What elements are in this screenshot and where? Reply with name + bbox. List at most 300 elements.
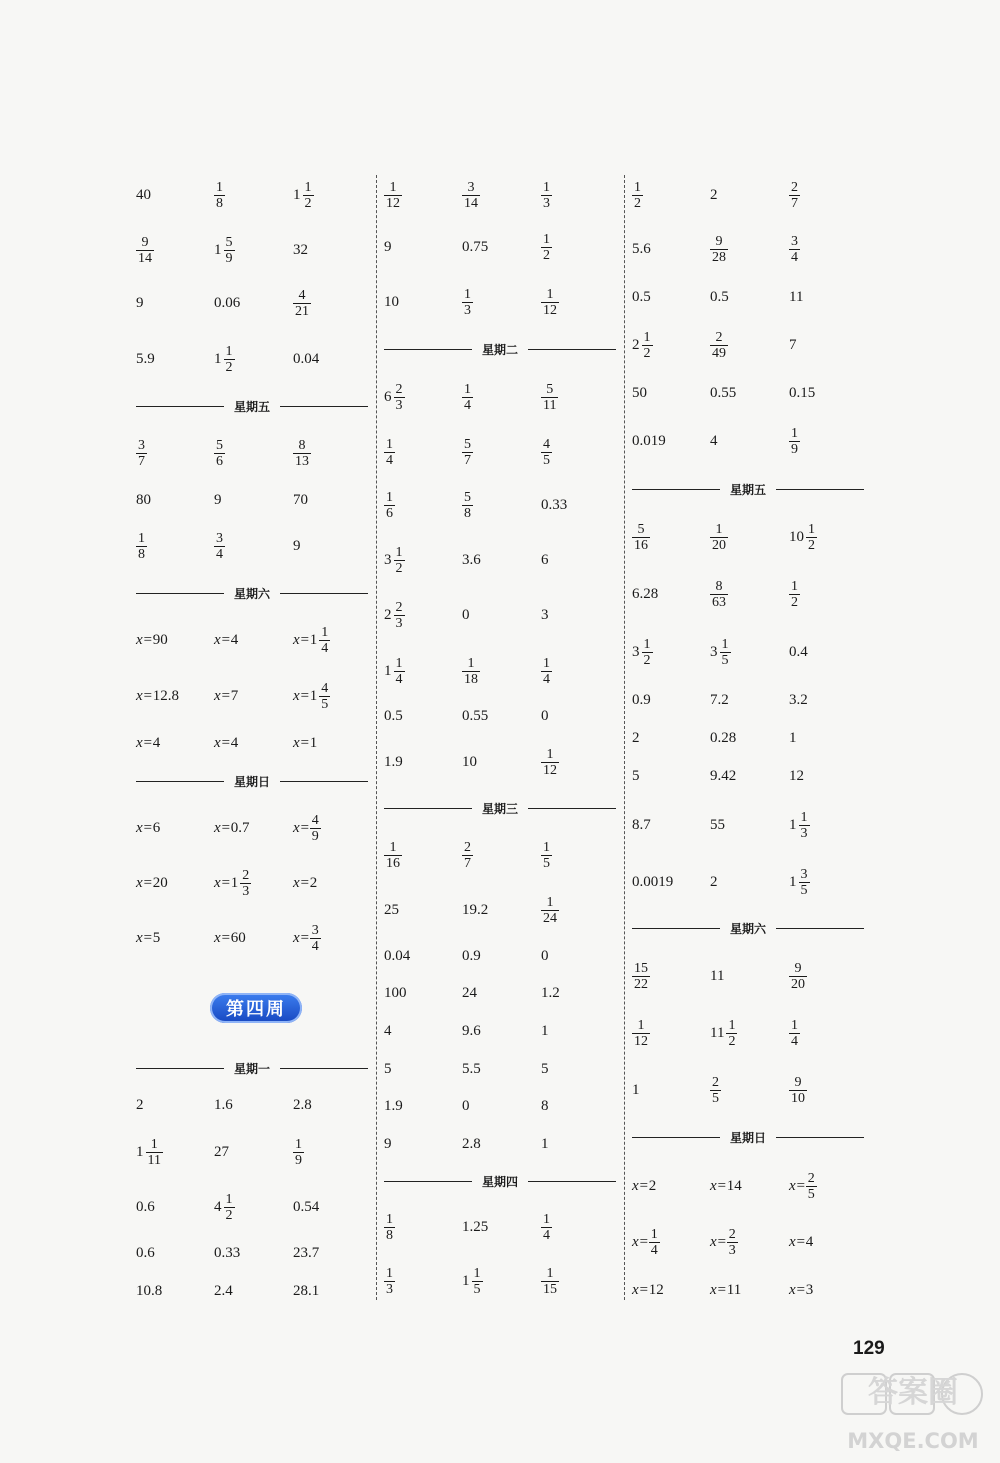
answer-cell [710,718,736,758]
answer-row [632,1222,864,1262]
fraction [726,1018,737,1049]
numerator: 1 [464,286,471,302]
fraction [710,522,728,553]
value-text: 0.28 [710,729,737,746]
answer-cell [384,1207,395,1247]
value-text: 1 [541,1022,549,1039]
numerator: 3 [791,233,798,249]
numerator: 8 [298,437,306,453]
answer-cell [632,718,640,758]
answer-cell [384,1011,392,1051]
fraction [462,180,480,211]
denominator: 4 [464,397,471,413]
whole-number: 1 [309,687,318,704]
answer-row [136,480,368,520]
answer-cell [541,595,549,635]
day-header [632,1127,864,1147]
numerator: 3 [138,437,145,453]
fraction [720,637,731,668]
answer-cell [789,1222,813,1262]
whole-number: 3 [632,643,640,660]
denominator: 4 [216,546,223,562]
variable-prefix: x= [136,929,153,946]
denominator: 2 [225,359,233,375]
answer-row [384,890,616,930]
watermark-logo [838,1370,988,1458]
answer-cell [710,756,736,796]
denominator: 9 [295,1152,302,1168]
numerator: 5 [464,436,471,452]
denominator: 4 [311,938,319,954]
answer-cell [384,973,407,1013]
denominator: 5 [712,1090,719,1106]
answer-cell [214,1271,233,1311]
variable-prefix: x= [789,1233,806,1250]
denominator: 14 [138,250,152,266]
answer-row [632,718,864,758]
watermark-site-text: MXQE.COM [847,1429,979,1453]
column-divider-1 [376,175,377,1300]
answer-row [384,282,616,322]
answer-row [632,277,864,317]
answer-row [136,808,368,848]
answer-cell [384,377,405,417]
day-header [136,1058,368,1078]
value-text: 0.33 [214,1244,241,1261]
fraction [462,490,473,521]
whole-number: 11 [710,1024,725,1041]
value-text: 14 [726,1177,742,1194]
numerator: 9 [794,1074,802,1090]
numerator: 1 [304,179,312,195]
value-text: 23.7 [293,1244,320,1261]
denominator: 20 [791,976,805,992]
fraction [146,1137,163,1168]
variable-prefix: x= [136,687,153,704]
variable-prefix: x= [293,929,310,946]
answer-cell [384,1124,392,1164]
fraction [789,579,800,610]
denominator: 6 [386,505,393,521]
answer-cell [710,574,728,614]
answer-cell [789,718,797,758]
day-label: 星期六 [234,586,271,601]
answer-row [136,339,368,379]
header-rule [776,928,864,929]
fraction [394,382,405,413]
header-rule [280,406,368,407]
answer-row [384,651,616,691]
answer-row [136,1132,368,1172]
numerator: 1 [543,655,550,671]
denominator: 12 [634,1033,648,1049]
answer-cell [632,1013,650,1053]
fraction [319,681,330,712]
numerator: 1 [546,746,554,762]
numerator: 1 [138,530,145,546]
answer-cell [136,620,168,660]
value-text: 9.6 [462,1022,481,1039]
answer-cell [136,676,179,716]
answer-row [136,175,368,215]
answer-cell [293,1085,312,1125]
answer-cell [789,1166,817,1206]
denominator: 5 [800,882,808,898]
denominator: 8 [216,195,223,211]
numerator: 1 [721,636,729,652]
answer-cell [384,1261,395,1301]
denominator: 8 [386,1227,393,1243]
denominator: 16 [634,537,648,553]
answer-cell [789,862,810,902]
value-text: 80 [136,491,151,508]
answer-cell [462,432,473,472]
answer-cell [293,620,330,660]
answer-cell [293,283,311,323]
week-badge: 第四周 [210,993,302,1023]
denominator: 5 [543,452,550,468]
fraction [293,288,311,319]
value-text: 32 [293,241,308,258]
column-divider-2 [624,175,625,1300]
answer-cell [214,676,238,716]
answer-cell [462,1261,483,1301]
answer-row [136,918,368,958]
value-text: 60 [230,929,246,946]
answer-cell [293,433,311,473]
answer-row [632,862,864,902]
denominator: 4 [791,249,798,265]
answer-cell [632,1166,656,1206]
answer-cell [462,377,473,417]
answer-row [136,620,368,660]
answer-cell [462,973,477,1013]
header-rule [384,1181,472,1182]
fraction [789,961,807,992]
value-text: 5.5 [462,1060,481,1077]
answer-cell [541,282,559,322]
fraction [240,868,251,899]
answer-cell [710,956,724,996]
answer-cell [541,1011,549,1051]
answer-row [384,936,616,976]
value-text: 0.6 [136,1244,155,1261]
value-text: 0 [541,707,549,724]
value-text: 1.25 [462,1218,489,1235]
answer-row [136,1085,368,1125]
answer-cell [384,175,402,215]
answer-cell [462,936,481,976]
value-text: 2 [309,874,318,891]
fraction [541,895,559,926]
answer-row [384,1207,616,1247]
numerator: 15 [634,960,648,976]
answer-cell [710,805,725,845]
value-text: 12.8 [152,687,180,704]
variable-prefix: x= [789,1177,806,1194]
numerator: 1 [386,436,393,452]
whole-number: 1 [293,186,301,203]
answer-row [136,283,368,323]
numerator: 1 [808,521,815,537]
answer-cell [462,540,481,580]
answer-cell [293,863,317,903]
denominator: 28 [712,249,726,265]
answer-cell [462,890,488,930]
fraction [541,747,559,778]
fraction [799,867,810,898]
answer-cell [293,480,308,520]
denominator: 7 [138,453,145,469]
value-text: 8.7 [632,816,651,833]
variable-prefix: x= [632,1177,649,1194]
numerator: 1 [389,839,397,855]
answer-cell [632,229,651,269]
value-text: 1.9 [384,753,403,770]
answer-cell [214,1132,229,1172]
answer-row [632,1013,864,1053]
header-rule [528,349,616,350]
denominator: 12 [543,302,557,318]
answer-row [384,835,616,875]
answer-cell [789,632,808,672]
fraction [136,438,147,469]
whole-number: 2 [384,606,392,623]
header-rule [136,406,224,407]
page-number: 129 [853,1338,885,1359]
numerator: 2 [712,1074,719,1090]
fraction [224,344,235,375]
day-label: 星期日 [234,774,271,789]
denominator: 3 [395,397,403,413]
variable-prefix: x= [214,687,231,704]
denominator: 3 [242,883,250,899]
variable-prefix: x= [710,1233,727,1250]
answer-row [632,373,864,413]
value-text: 7 [230,687,239,704]
numerator: 2 [395,381,403,397]
denominator: 9 [311,828,319,844]
numerator: 4 [298,287,306,303]
value-text: 0.04 [293,350,320,367]
answer-row [136,863,368,903]
variable-prefix: x= [710,1177,727,1194]
fraction [649,1227,660,1258]
numerator: 1 [216,179,223,195]
answer-cell [710,680,729,720]
answer-cell [710,632,731,672]
value-text: 9.42 [710,767,737,784]
value-text: 5 [541,1060,549,1077]
answer-cell [789,373,815,413]
answer-cell [384,282,399,322]
header-rule [136,1068,224,1069]
variable-prefix: x= [293,819,310,836]
answer-cell [462,742,477,782]
denominator: 4 [543,1227,550,1243]
answer-cell [710,325,728,365]
numerator: 1 [543,839,550,855]
value-text: 11 [789,288,804,305]
denominator: 11 [543,397,557,413]
answer-cell [136,230,154,270]
numerator: 1 [643,636,651,652]
header-rule [280,781,368,782]
answer-cell [632,632,653,672]
answer-row [632,175,864,215]
answer-cell [384,742,403,782]
answer-row [632,756,864,796]
numerator: 1 [791,578,798,594]
value-text: 8 [541,1097,549,1114]
fraction [310,813,321,844]
answer-cell [384,432,395,472]
value-text: 40 [136,186,151,203]
variable-prefix: x= [214,819,231,836]
header-rule [632,928,720,929]
answer-cell [214,283,240,323]
answer-cell [632,277,651,317]
value-text: 27 [214,1143,229,1160]
value-text: 6 [152,819,161,836]
denominator: 7 [464,855,471,871]
answer-cell [136,175,151,215]
answer-row [384,540,616,580]
header-rule [776,489,864,490]
value-text: 55 [710,816,725,833]
answer-cell [462,835,473,875]
value-text: 5.6 [632,240,651,257]
denominator: 2 [808,537,815,553]
value-text: 6.28 [632,585,659,602]
numerator: 9 [141,234,149,250]
whole-number: 3 [710,643,718,660]
header-rule [632,489,720,490]
value-text: 3 [805,1281,814,1298]
answer-cell [214,918,246,958]
fraction [710,1075,721,1106]
denominator: 2 [395,560,403,576]
denominator: 2 [791,594,798,610]
denominator: 4 [321,640,329,656]
fraction [293,1137,304,1168]
denominator: 13 [295,453,309,469]
value-text: 0 [541,947,549,964]
answer-cell [136,526,147,566]
fraction [394,600,405,631]
variable-prefix: x= [136,631,153,648]
numerator: 1 [464,381,471,397]
day-label: 星期五 [234,399,271,414]
denominator: 9 [791,441,798,457]
answer-cell [710,1166,742,1206]
denominator: 9 [225,250,233,266]
value-text: 4 [805,1233,814,1250]
numerator: 2 [791,179,798,195]
denominator: 5 [321,696,329,712]
answer-cell [384,651,405,691]
answer-cell [214,1187,235,1227]
fraction [727,1227,738,1258]
numerator: 1 [395,655,403,671]
denominator: 4 [650,1242,658,1258]
answer-cell [632,517,650,557]
answer-cell [632,1270,664,1310]
answer-cell [710,1013,737,1053]
fraction [789,1075,807,1106]
value-text: 70 [293,491,308,508]
numerator: 1 [386,1211,393,1227]
whole-number: 1 [789,816,797,833]
value-text: 0.5 [384,707,403,724]
fraction [632,961,650,992]
variable-prefix: x= [136,734,153,751]
value-text: 5 [152,929,161,946]
answer-cell [136,863,168,903]
value-text: 6 [541,551,549,568]
header-rule [280,1068,368,1069]
numerator: 1 [321,624,329,640]
answer-cell [214,863,251,903]
value-text: 2 [710,186,718,203]
answer-cell [462,175,480,215]
answer-cell [214,723,238,763]
fraction [224,1192,235,1223]
numerator: 2 [464,839,471,855]
answer-cell [214,1085,233,1125]
fraction [384,180,402,211]
watermark-logo-text: 答案圈 [868,1375,958,1410]
value-text: 90 [152,631,168,648]
numerator: 5 [546,381,554,397]
day-label: 星期一 [234,1061,271,1076]
answer-row [632,1270,864,1310]
numerator: 1 [467,655,475,671]
fraction [462,287,473,318]
value-text: 9 [214,491,222,508]
fraction [541,1266,559,1297]
value-text: 12 [789,767,804,784]
answer-cell [384,227,392,267]
answer-cell [293,526,301,566]
answer-cell [541,1086,549,1126]
fraction [789,180,800,211]
answer-cell [384,595,405,635]
value-text: 20 [152,874,168,891]
value-text: 4 [230,631,239,648]
numerator: 2 [242,867,250,883]
fraction [462,382,473,413]
header-rule [280,593,368,594]
answer-row [384,1049,616,1089]
answer-cell [789,517,817,557]
numerator: 3 [800,866,808,882]
value-text: 1 [789,729,797,746]
numerator: 1 [543,179,550,195]
answer-row [384,973,616,1013]
denominator: 16 [386,855,400,871]
header-rule [632,1137,720,1138]
fraction [806,1171,817,1202]
answer-cell [136,283,144,323]
value-text: 0.5 [710,288,729,305]
header-rule [776,1137,864,1138]
answer-cell [214,1233,240,1273]
value-text: 1.9 [384,1097,403,1114]
value-text: 0.9 [462,947,481,964]
variable-prefix: x= [632,1281,649,1298]
value-text: 1 [541,1135,549,1152]
